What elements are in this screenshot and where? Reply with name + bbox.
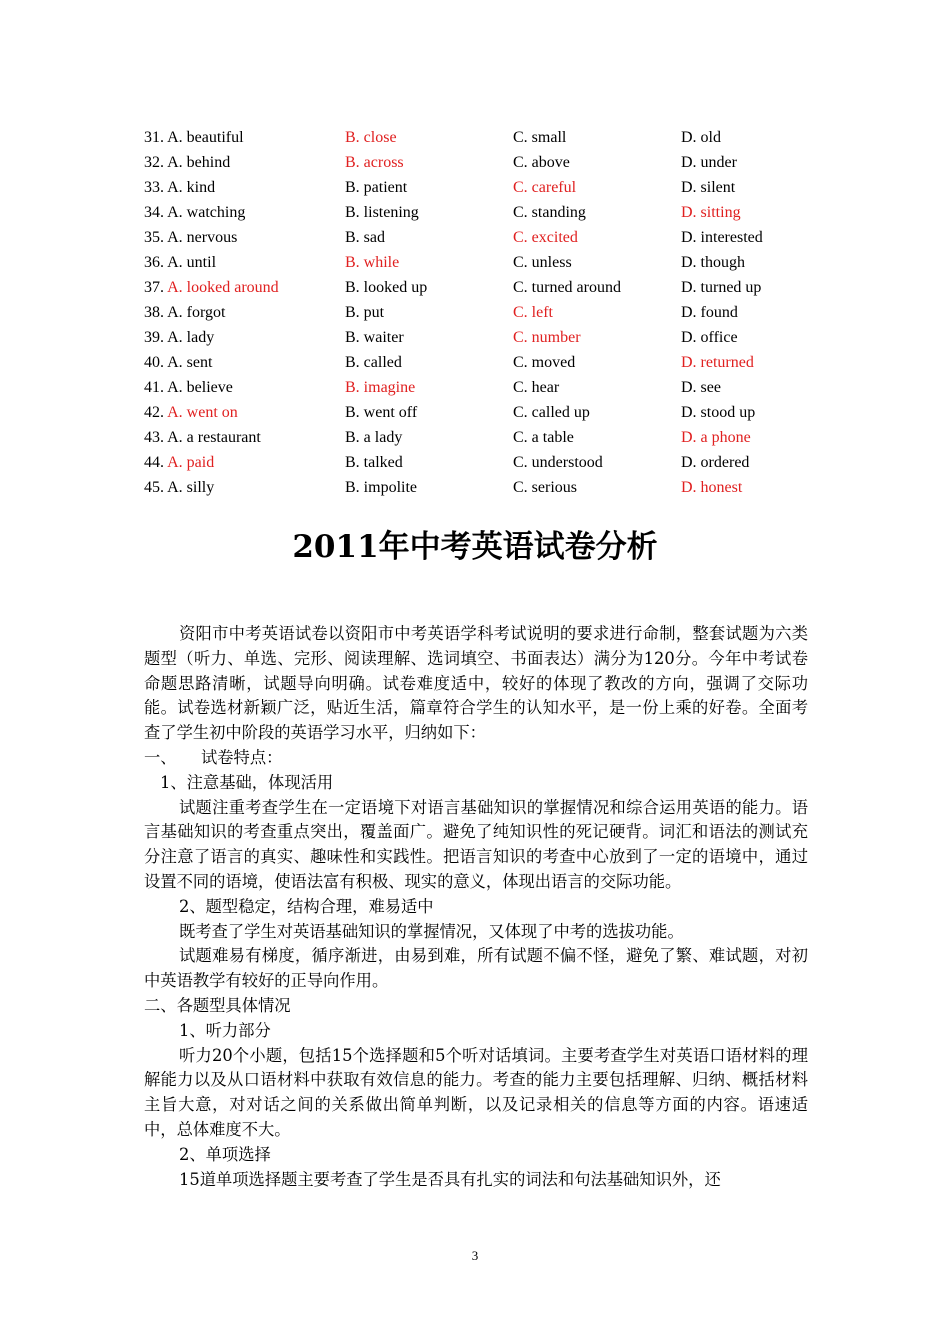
option-text: B. listening [345,204,419,221]
option-text: B. waiter [345,329,404,346]
option-text: D. under [681,154,737,171]
option-b-cell [345,375,513,400]
option-text: beautiful [186,129,244,146]
option-text: C. serious [513,479,577,496]
option-text: B. sad [345,229,385,246]
option-d-cell [681,150,821,175]
option-a-cell [144,425,345,450]
option-text: B. while [345,254,400,271]
option-b-cell [345,350,513,375]
option-text: until [186,254,217,271]
paragraph: 2、题型稳定，结构合理，难易适中 [179,896,434,916]
option-a-cell [144,350,345,375]
option-c-cell [513,175,681,200]
answer-row [144,475,824,500]
option-c-cell [513,375,681,400]
option-text: B. went off [345,404,418,421]
option-c-cell [513,250,681,275]
option-d-cell [681,325,821,350]
option-text: D. a phone [681,429,751,446]
option-text: C. above [513,154,570,171]
answer-row [144,150,824,175]
option-text: B. impolite [345,479,417,496]
option-text: C. careful [513,179,577,196]
question-number: 35. A. [144,229,183,246]
option-d-cell [681,425,821,450]
option-c-cell [513,425,681,450]
option-d-cell [681,250,821,275]
option-a-cell [144,475,345,500]
option-c-cell [513,150,681,175]
question-number: 44. [144,454,164,471]
question-number: 40. A. [144,354,183,371]
option-text: B. a lady [345,429,403,446]
option-d-cell [681,275,821,300]
option-b-cell [345,225,513,250]
option-b-cell [345,300,513,325]
option-b-cell [345,200,513,225]
question-number: 39. A. [144,329,183,346]
option-b-cell [345,400,513,425]
answer-row [144,125,824,150]
option-text: D. ordered [681,454,750,471]
option-text: lady [186,329,215,346]
question-number: 37. [144,279,164,296]
answer-row [144,250,824,275]
analysis-body [144,622,808,1192]
paragraph: 2、单项选择 [179,1144,271,1164]
option-a-cell [144,225,345,250]
answer-row [144,450,824,475]
answer-row [144,225,824,250]
option-text: D. office [681,329,738,346]
option-d-cell [681,125,821,150]
option-text: D. returned [681,354,754,371]
option-text: watching [186,204,246,221]
option-a-cell [144,175,345,200]
option-a-cell [144,125,345,150]
option-text: C. understood [513,454,603,471]
option-d-cell [681,375,821,400]
page-number: 3 [471,1248,479,1263]
paragraph: 试题难易有梯度，循序渐进，由易到难，所有试题不偏不怪，避免了繁、难试题，对初中英语教学有较好的正导向作用。 [144,946,808,991]
question-number: 41. A. [144,379,183,396]
option-d-cell [681,175,821,200]
paragraph: 资阳市中考英语试卷以资阳市中考英语学科考试说明的要求进行命制，整套试题为六类题型（听力、单选、完形、阅读理解、选词填空、书面表达）满分为120分。今年中考试卷命题思路清晰，试题导向明确。试卷难度适中，较好的体现了教改的方向，强调了交际功能。试卷选材新颖广泛，贴近生活，篇章符合学生的认知水平，是一份上乘的好卷。全面考查了学生初中阶段的英语学习水平，归纳如下： [144,624,808,743]
option-text: D. honest [681,479,743,496]
option-c-cell [513,125,681,150]
answer-row [144,200,824,225]
option-text: D. interested [681,229,763,246]
answer-row [144,325,824,350]
option-b-cell [345,125,513,150]
option-d-cell [681,450,821,475]
option-text: C. called up [513,404,590,421]
option-b-cell [345,425,513,450]
option-b-cell [345,450,513,475]
option-a-cell [144,450,345,475]
option-c-cell [513,350,681,375]
option-c-cell [513,450,681,475]
option-text: B. put [345,304,385,321]
option-text: D. old [681,129,721,146]
option-text: C. moved [513,354,576,371]
option-text: B. patient [345,179,408,196]
paragraph: 二、各题型具体情况 [144,995,291,1015]
question-number: 31. A. [144,129,183,146]
option-b-cell [345,250,513,275]
option-text: D. turned up [681,279,762,296]
option-d-cell [681,225,821,250]
option-c-cell [513,325,681,350]
option-text: C. turned around [513,279,621,296]
option-a-cell [144,375,345,400]
answer-row [144,400,824,425]
option-text: C. small [513,129,567,146]
answer-row [144,375,824,400]
paragraph: 15道单项选择题主要考查了学生是否具有扎实的词法和句法基础知识外，还 [179,1169,721,1189]
option-text: kind [186,179,216,196]
option-c-cell [513,475,681,500]
option-text: C. left [513,304,553,321]
option-text: B. close [345,129,397,146]
option-text: B. across [345,154,404,171]
option-c-cell [513,300,681,325]
option-text: C. hear [513,379,560,396]
option-text: A. looked around [167,279,279,296]
question-number: 36. A. [144,254,183,271]
option-a-cell [144,250,345,275]
option-c-cell [513,225,681,250]
option-text: silly [186,479,215,496]
option-d-cell [681,475,821,500]
paragraph: 听力20个小题，包括15个选择题和5个听对话填词。主要考查学生对英语口语材料的理解能力以及从口语材料中获取有效信息的能力。考查的能力主要包括理解、归纳、概括材料主旨大意，对对话之间的关系做出简单判断，以及记录相关的信息等方面的内容。语速适中，总体难度不大。 [144,1045,808,1139]
option-c-cell [513,275,681,300]
option-b-cell [345,150,513,175]
option-c-cell [513,400,681,425]
question-number: 38. A. [144,304,183,321]
answer-key-table [144,125,824,500]
option-d-cell [681,400,821,425]
option-b-cell [345,325,513,350]
option-text: A. paid [167,454,215,471]
option-a-cell [144,200,345,225]
option-text: C. a table [513,429,574,446]
option-text: C. number [513,329,581,346]
option-text: behind [186,154,231,171]
option-a-cell [144,300,345,325]
answer-row [144,350,824,375]
option-text: D. see [681,379,721,396]
option-b-cell [345,475,513,500]
answer-row [144,175,824,200]
paragraph: 既考查了学生对英语基础知识的掌握情况，又体现了中考的选拔功能。 [179,921,684,941]
option-text: D. sitting [681,204,741,221]
option-a-cell [144,400,345,425]
answer-row [144,425,824,450]
option-text: sent [186,354,213,371]
option-text: B. called [345,354,402,371]
paragraph: 1、注意基础，体现活用 [160,772,334,792]
question-number: 45. A. [144,479,183,496]
question-number: 33. A. [144,179,183,196]
option-text: D. silent [681,179,736,196]
option-text: C. excited [513,229,578,246]
option-text: C. standing [513,204,586,221]
page-title: 2011年中考英语试卷分析 [292,529,658,565]
option-c-cell [513,200,681,225]
question-number: 43. A. [144,429,183,446]
option-a-cell [144,150,345,175]
option-text: believe [186,379,233,396]
option-text: B. talked [345,454,403,471]
option-text: D. stood up [681,404,756,421]
option-a-cell [144,275,345,300]
answer-row [144,300,824,325]
paragraph: 1、听力部分 [179,1020,271,1040]
option-text: A. went on [167,404,238,421]
answer-row [144,275,824,300]
option-text: D. though [681,254,745,271]
option-d-cell [681,200,821,225]
question-number: 42. [144,404,164,421]
question-number: 34. A. [144,204,183,221]
option-a-cell [144,325,345,350]
option-text: nervous [186,229,238,246]
option-text: C. unless [513,254,572,271]
option-b-cell [345,275,513,300]
option-text: a restaurant [186,429,261,446]
option-d-cell [681,300,821,325]
option-text: B. imagine [345,379,416,396]
paragraph: 试题注重考查学生在一定语境下对语言基础知识的掌握情况和综合运用英语的能力。语言基础知识的考查重点突出，覆盖面广。避免了纯知识性的死记硬背。词汇和语法的测试充分注意了语言的真实、趣味性和实践性。把语言知识的考查中心放到了一定的语境中，通过设置不同的语境，使语法富有积极、现实的意义，体现出语言的交际功能。 [144,797,808,891]
option-text: D. found [681,304,738,321]
question-number: 32. A. [144,154,183,171]
option-text: forgot [186,304,226,321]
option-text: B. looked up [345,279,428,296]
option-d-cell [681,350,821,375]
option-b-cell [345,175,513,200]
paragraph: 一、 试卷特点： [144,747,283,767]
